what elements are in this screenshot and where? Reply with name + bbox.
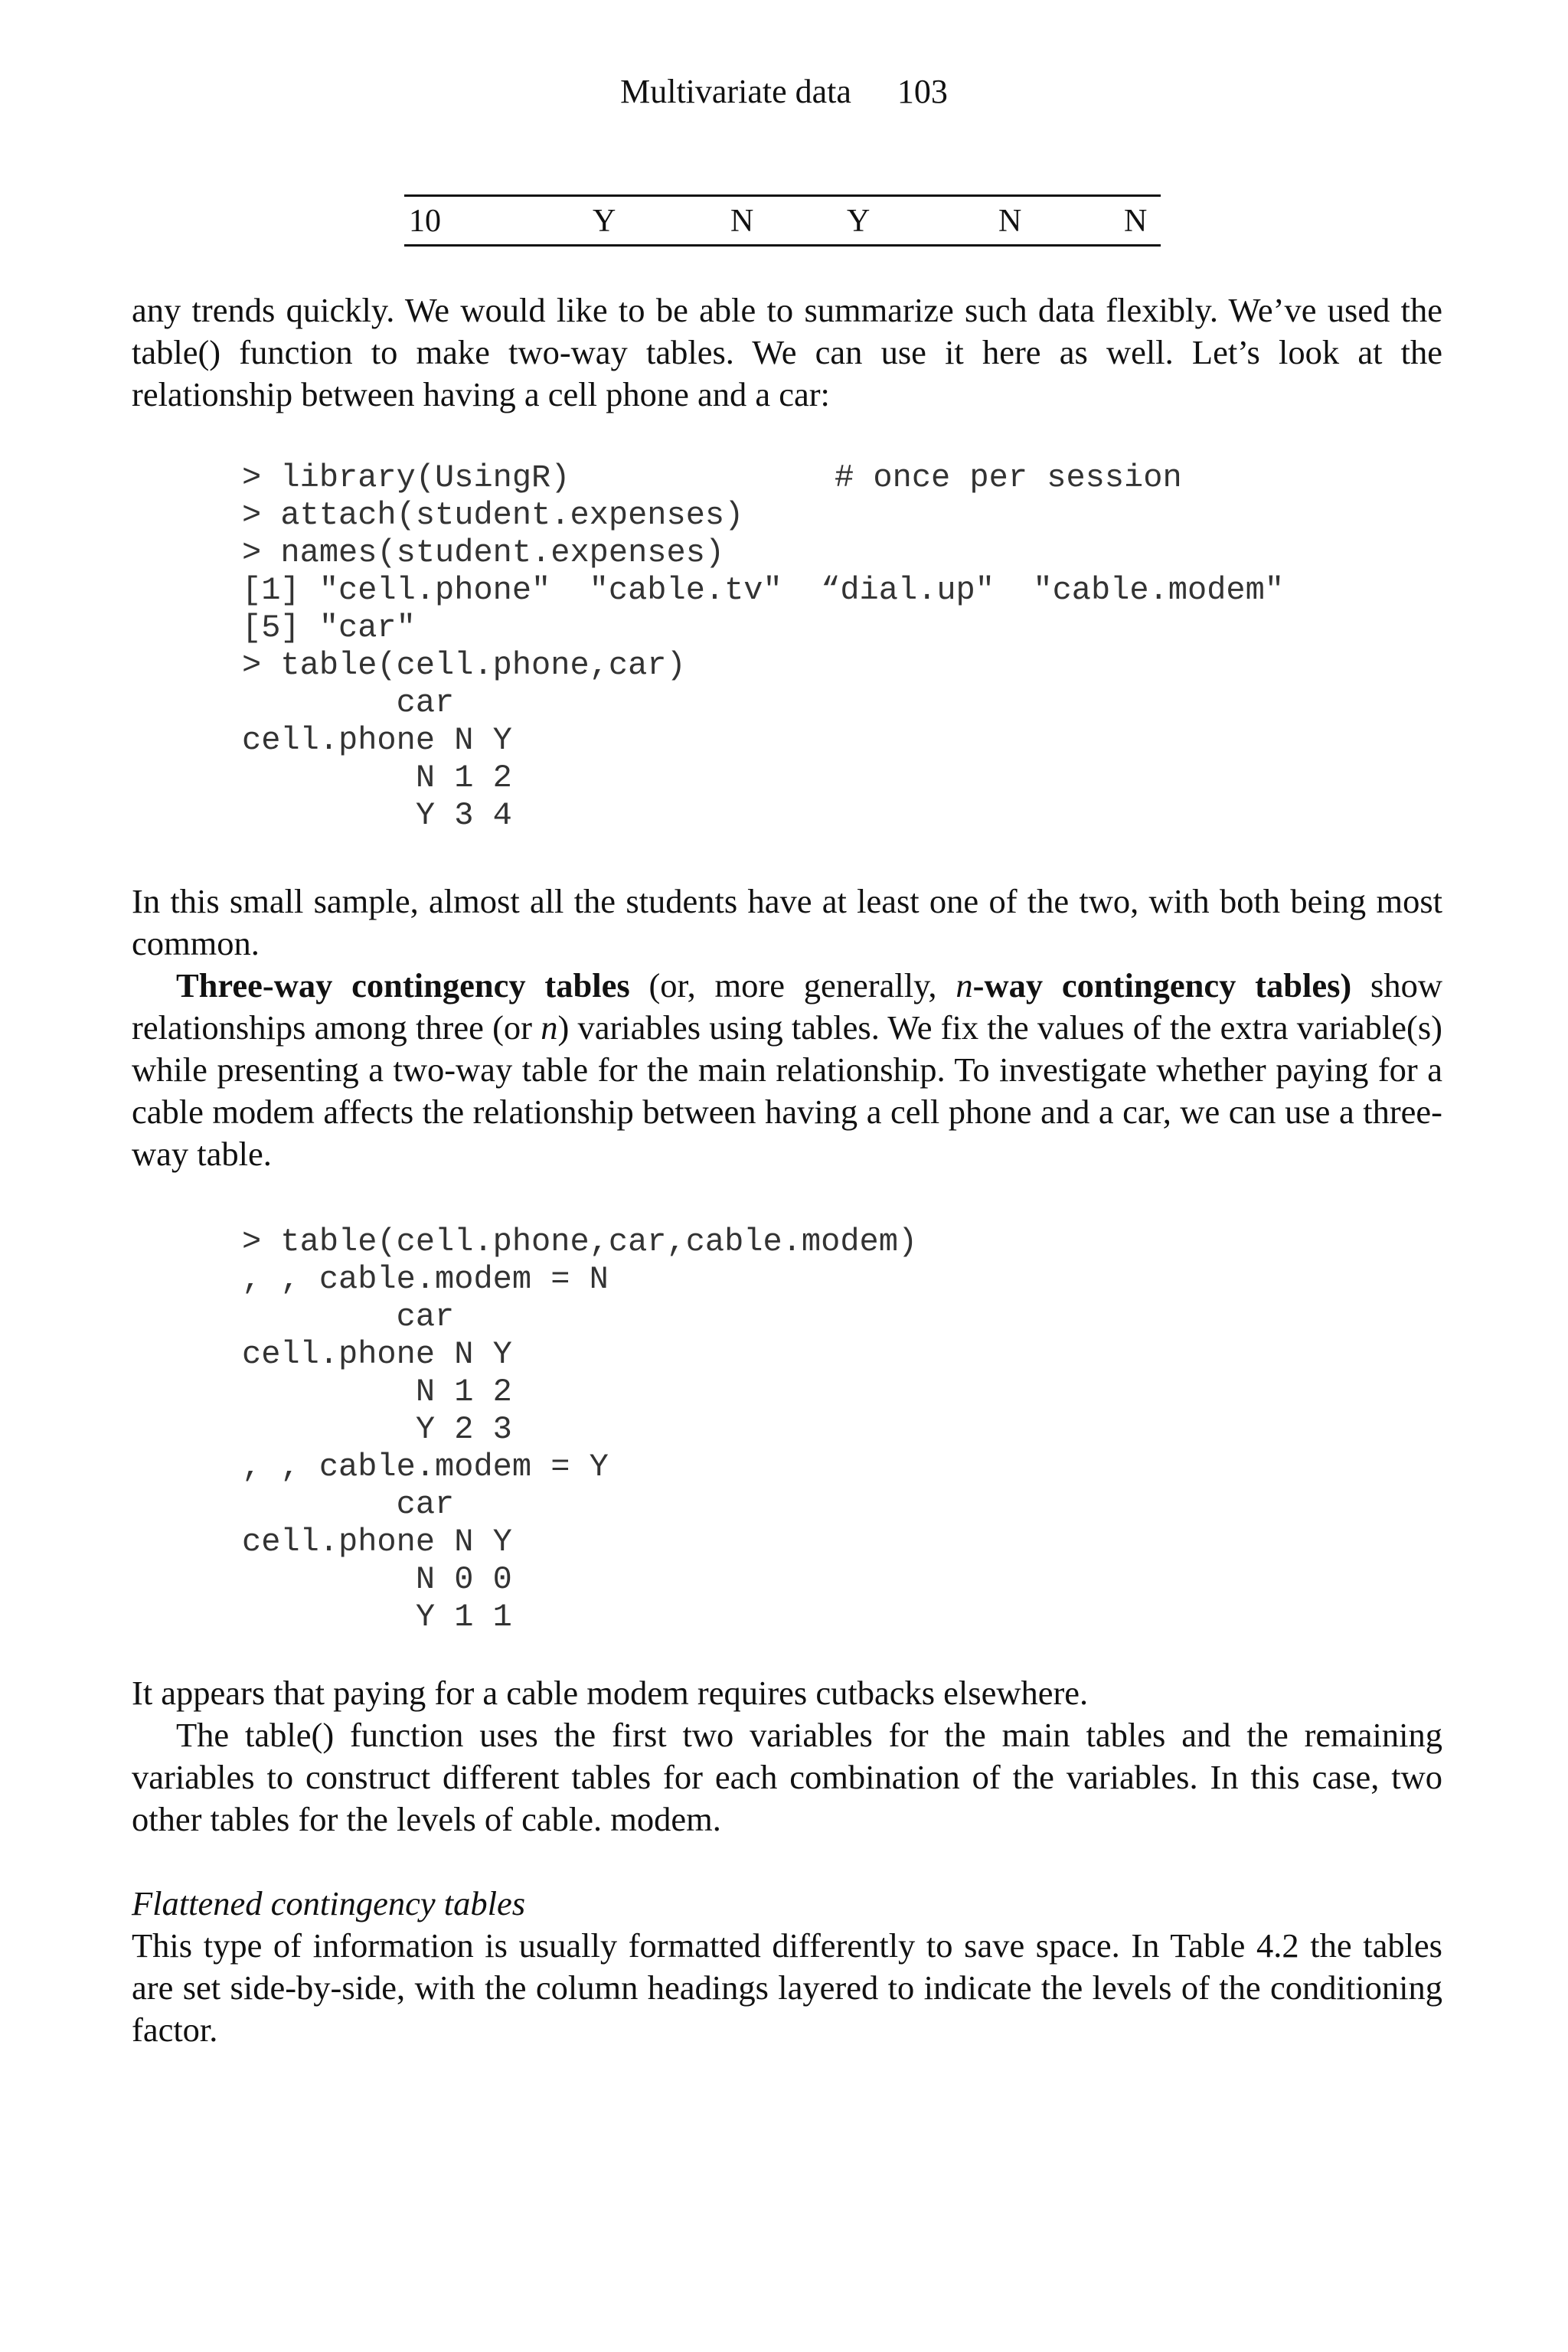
italic-n: n [541, 1008, 558, 1047]
running-header [0, 72, 1568, 111]
code-line: > attach(student.expenses) [242, 497, 744, 534]
code-line: , , cable.modem = Y [242, 1449, 609, 1485]
code-line [242, 459, 1284, 497]
paragraph-intro [132, 289, 1442, 416]
code-line: Y 2 3 [242, 1411, 512, 1448]
paragraph-text: show relationships among three (or [132, 966, 1442, 1047]
paragraph-text: This type of information is usually formatted differently to save space. In Table 4.2 the tables are set side-by-side, with the column headings layered to indicate the levels of the conditioning factor. [132, 1926, 1442, 2049]
header-title: Multivariate data [620, 73, 851, 110]
code-line: car [242, 1298, 455, 1335]
section-heading-text: Flattened contingency tables [132, 1884, 526, 1922]
italic-n: n [956, 966, 973, 1004]
paragraph-text: (or, more generally, [629, 966, 956, 1004]
term-bold: -way contingency tables) [972, 966, 1352, 1004]
section-heading [132, 1883, 1442, 1925]
code-line: cell.phone N Y [242, 722, 512, 759]
code-line: cell.phone N Y [242, 1336, 512, 1373]
paragraph-text: ) variables using tables. We fix the values of the extra variable(s) while presenting a two-way table for the main relationship. To investigate whether paying for a cable modem affects the relationship between having a cell phone and a car, we can use a three-way table. [132, 1008, 1442, 1173]
paragraph-text: It appears that paying for a cable modem requires cutbacks elsewhere. [132, 1674, 1089, 1712]
paragraph-text: any trends quickly. We would like to be able to summarize such data flexibly. We’ve used the table() function to make two-way tables. We can use it here as well. Let’s look at the relationship between having a cell phone and a car: [132, 291, 1442, 413]
code-line: car [242, 684, 455, 721]
code-text: > library(UsingR) [242, 459, 570, 496]
table-fragment [404, 194, 1161, 247]
code-line: car [242, 1486, 455, 1523]
code-line: N 1 2 [242, 760, 512, 796]
paragraph-three-way [132, 965, 1442, 1175]
code-line: N 0 0 [242, 1561, 512, 1598]
code-block-two-way [242, 459, 1284, 835]
paragraph-text: The table() function uses the first two variables for the main tables and the remaining variables to construct different tables for each combination of the variables. In this case, two other tables for the levels of cable. modem. [132, 1716, 1442, 1838]
table-cell: 10 [409, 204, 441, 239]
code-comment: # once per session [835, 459, 1182, 496]
paragraph-text: In this small sample, almost all the students have at least one of the two, with both being most common. [132, 882, 1442, 962]
term-bold: Three-way contingency tables [176, 966, 630, 1004]
code-line: > table(cell.phone,car,cable.modem) [242, 1223, 918, 1260]
code-line: [1] "cell.phone" "cable.tv" “dial.up" "cable.modem" [242, 572, 1285, 609]
table-cell: Y [593, 204, 616, 239]
page-number: 103 [897, 73, 948, 110]
code-line: > table(cell.phone,car) [242, 647, 686, 684]
table-cell: Y [847, 204, 871, 239]
paragraph-sample [132, 880, 1442, 1175]
table-cell: N [998, 204, 1022, 239]
table-cell: N [1124, 204, 1148, 239]
table-cell: N [730, 204, 754, 239]
code-line: > names(student.expenses) [242, 534, 725, 571]
paragraph-conclusion [132, 1672, 1442, 2051]
code-block-three-way [242, 1223, 917, 1636]
code-line: [5] "car" [242, 609, 416, 646]
code-line: Y 3 4 [242, 797, 512, 834]
code-line: N 1 2 [242, 1374, 512, 1410]
code-line: Y 1 1 [242, 1599, 512, 1635]
code-line: cell.phone N Y [242, 1524, 512, 1560]
code-line: , , cable.modem = N [242, 1261, 609, 1298]
